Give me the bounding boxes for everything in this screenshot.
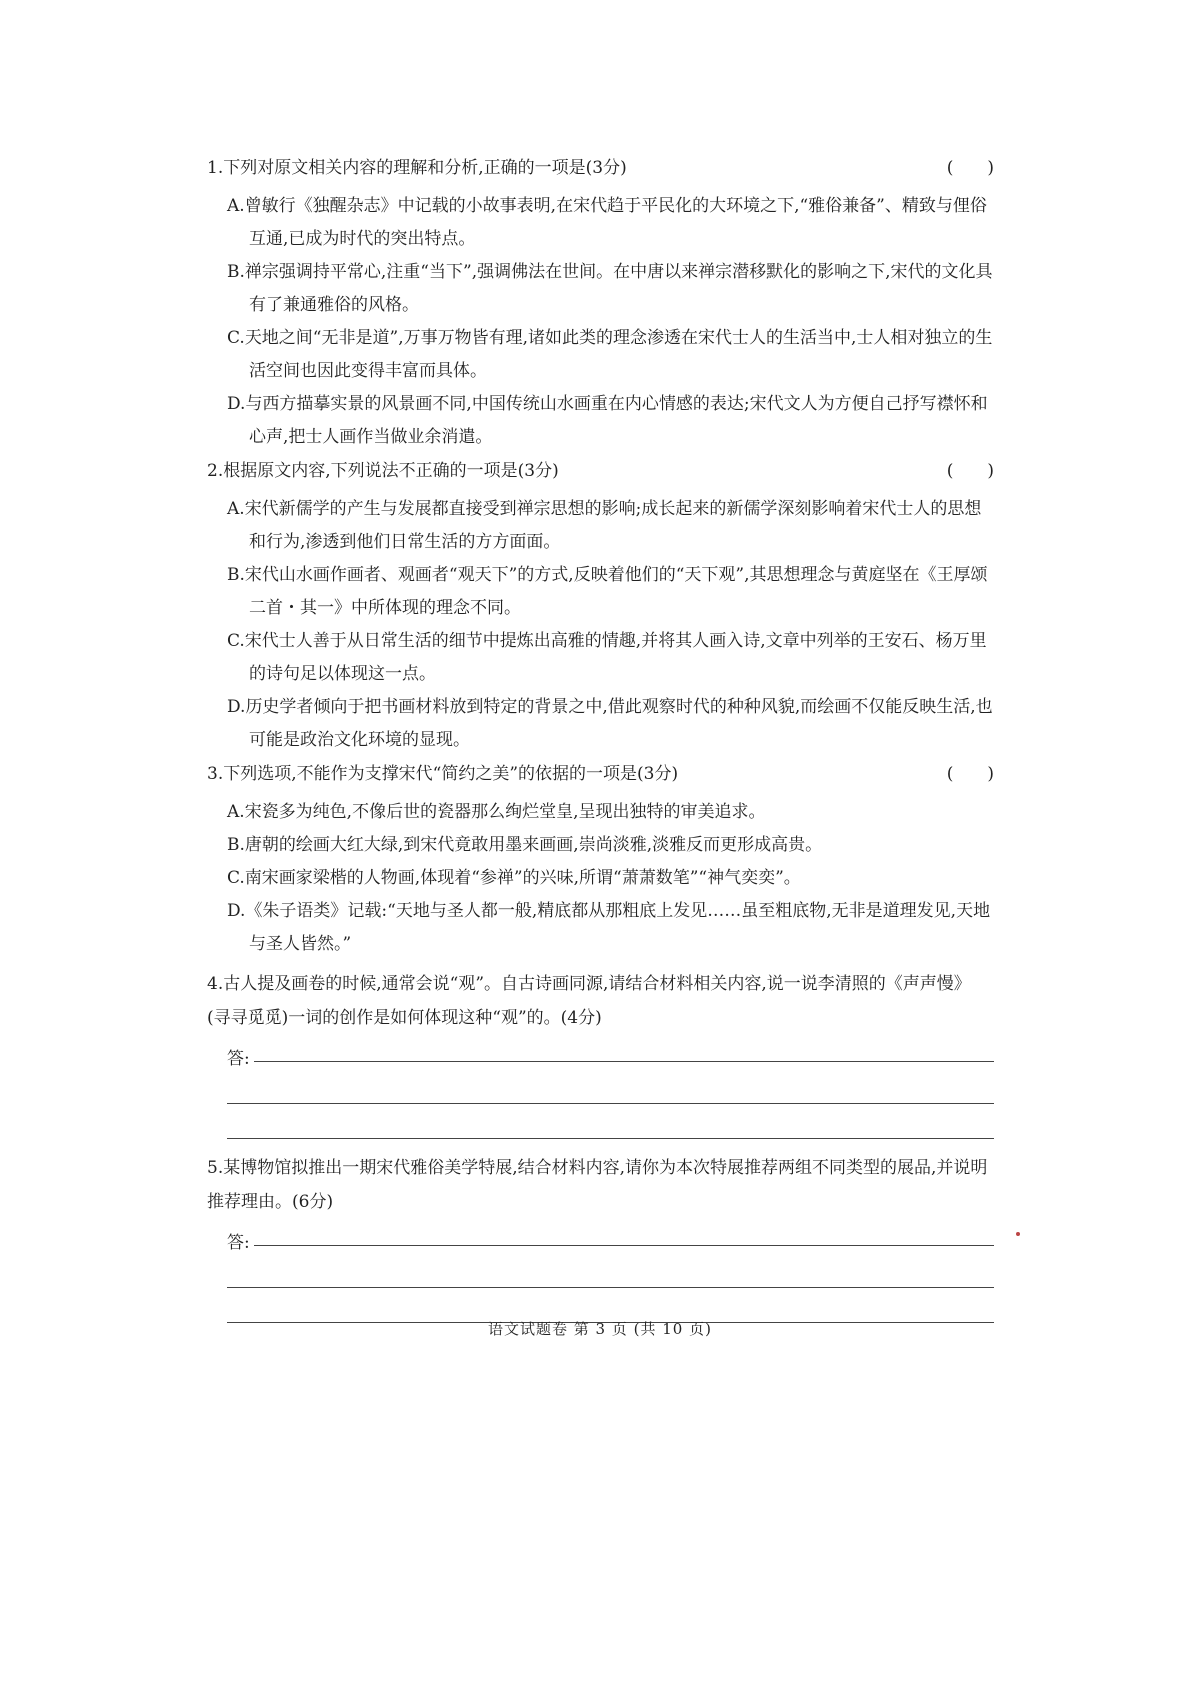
option-c: [207, 862, 994, 895]
option-d: [207, 691, 994, 757]
question-stem: [207, 155, 994, 181]
answer-label: 答:: [227, 1233, 250, 1253]
question-area: [207, 155, 994, 1323]
option-text: 与西方描摹实景的风景画不同,中国传统山水画重在内心情感的表达;宋代文人为方便自己抒写襟怀和心声,把士人画作当做业余消遣。: [245, 394, 988, 447]
option-text: 《朱子语类》记载:“天地与圣人都一般,精底都从那粗底上发见……虽至粗底物,无非是道理发见,天地与圣人皆然。”: [245, 901, 991, 954]
page-footer: 语文试题卷 第 3 页 (共 10 页): [488, 1320, 712, 1338]
option-a: [207, 796, 994, 829]
option-d: [207, 895, 994, 961]
option-text: 南宋画家梁楷的人物画,体现着“参禅”的兴味,所谓“萧萧数笔”“神气奕奕”。: [244, 868, 801, 888]
answer-line[interactable]: [207, 1035, 994, 1069]
answer-rule: [254, 1060, 994, 1062]
question-stem-text: 2.根据原文内容,下列说法不正确的一项是(3分): [207, 461, 559, 481]
option-a: [207, 493, 994, 559]
question-stem: 4.古人提及画卷的时候,通常会说“观”。自古诗画同源,请结合材料相关内容,说一说李清照的《声声慢》(寻寻觅觅)一词的创作是如何体现这种“观”的。(4分): [207, 974, 971, 1028]
answer-label: 答:: [227, 1049, 250, 1069]
option-c: [207, 625, 994, 691]
answer-paren: ( ): [946, 461, 994, 481]
option-label: C.: [227, 868, 245, 888]
question-5: [207, 1151, 994, 1323]
question-stem-text: 1.下列对原文相关内容的理解和分析,正确的一项是(3分): [207, 158, 627, 178]
question-2: [207, 458, 994, 757]
question-stem-text: 3.下列选项,不能作为支撑宋代“简约之美”的依据的一项是(3分): [207, 764, 679, 784]
option-text: 天地之间“无非是道”,万事万物皆有理,诸如此类的理念渗透在宋代士人的生活当中,士人相对独立的生活空间也因此变得丰富而具体。: [244, 328, 993, 381]
option-text: 禅宗强调持平常心,注重“当下”,强调佛法在世间。在中唐以来禅宗潜移默化的影响之下,宋代的文化具有了兼通雅俗的风格。: [244, 262, 993, 315]
answer-line[interactable]: [227, 1253, 994, 1288]
question-1: [207, 155, 994, 454]
answer-paren: ( ): [946, 158, 994, 178]
option-label: A.: [227, 196, 245, 216]
question-stem: [207, 761, 994, 787]
option-b: [207, 559, 994, 625]
option-label: C.: [227, 328, 245, 348]
answer-rule: [254, 1244, 994, 1246]
option-text: 曾敏行《独醒杂志》中记载的小故事表明,在宋代趋于平民化的大环境之下,“雅俗兼备”、精致与俚俗互通,已成为时代的突出特点。: [244, 196, 987, 249]
answer-line[interactable]: [207, 1219, 994, 1253]
question-stem: 5.某博物馆拟推出一期宋代雅俗美学特展,结合材料内容,请你为本次特展推荐两组不同类型的展品,并说明推荐理由。(6分): [207, 1158, 988, 1212]
option-b: [207, 256, 994, 322]
option-text: 历史学者倾向于把书画材料放到特定的背景之中,借此观察时代的种种风貌,而绘画不仅能反映生活,也可能是政治文化环境的显现。: [245, 697, 993, 750]
answer-line[interactable]: [227, 1069, 994, 1104]
option-a: [207, 190, 994, 256]
option-label: A.: [227, 802, 245, 822]
option-d: [207, 388, 994, 454]
answer-line[interactable]: [227, 1104, 994, 1139]
option-label: A.: [227, 499, 245, 519]
option-label: B.: [227, 835, 245, 855]
option-b: [207, 829, 994, 862]
question-stem: [207, 458, 994, 484]
option-text: 宋瓷多为纯色,不像后世的瓷器那么绚烂堂皇,呈现出独特的审美追求。: [244, 802, 766, 822]
option-text: 宋代新儒学的产生与发展都直接受到禅宗思想的影响;成长起来的新儒学深刻影响着宋代士人的思想和行为,渗透到他们日常生活的方方面面。: [244, 499, 982, 552]
option-text: 宋代山水画作画者、观画者“观天下”的方式,反映着他们的“天下观”,其思想理念与黄庭坚在《王厚颂二首・其一》中所体现的理念不同。: [244, 565, 988, 618]
ink-spot: [1016, 1232, 1020, 1236]
option-label: B.: [227, 565, 245, 585]
option-label: D.: [227, 697, 246, 717]
option-text: 宋代士人善于从日常生活的细节中提炼出高雅的情趣,并将其人画入诗,文章中列举的王安石、杨万里的诗句足以体现这一点。: [244, 631, 987, 684]
option-label: D.: [227, 901, 246, 921]
option-c: [207, 322, 994, 388]
question-4: [207, 967, 994, 1139]
option-label: B.: [227, 262, 245, 282]
answer-paren: ( ): [946, 764, 994, 784]
question-3: [207, 761, 994, 961]
option-text: 唐朝的绘画大红大绿,到宋代竟敢用墨来画画,崇尚淡雅,淡雅反而更形成高贵。: [244, 835, 823, 855]
option-label: D.: [227, 394, 246, 414]
option-label: C.: [227, 631, 245, 651]
